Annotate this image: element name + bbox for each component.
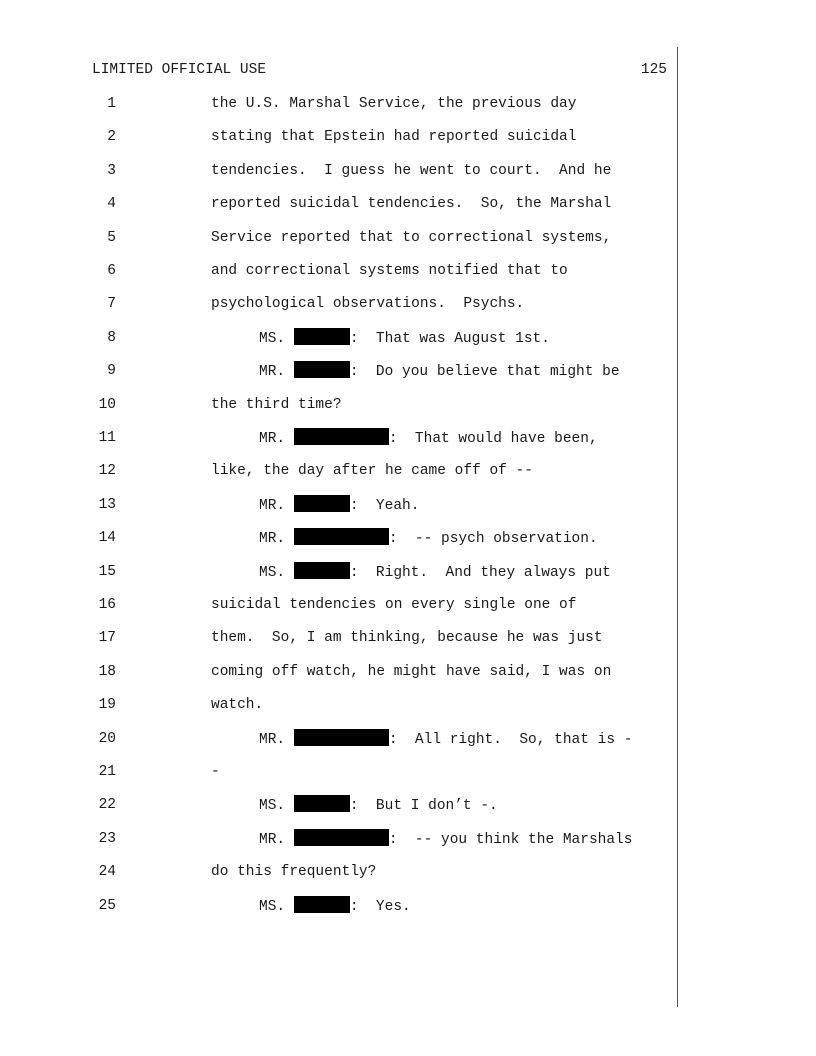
transcript-line bbox=[0, 228, 677, 248]
line-number: 10 bbox=[98, 396, 116, 413]
line-number: 5 bbox=[107, 229, 116, 246]
speaker-label: MS. bbox=[259, 330, 294, 347]
transcript-line bbox=[0, 495, 677, 515]
line-number: 12 bbox=[98, 463, 116, 480]
speaker-label: MR. bbox=[259, 497, 294, 514]
spoken-text: : -- you think the Marshals bbox=[388, 831, 633, 848]
line-number: 14 bbox=[98, 530, 116, 547]
redaction-box bbox=[294, 562, 350, 579]
line-text bbox=[259, 795, 498, 816]
line-number: 20 bbox=[98, 730, 116, 747]
line-text bbox=[211, 294, 524, 314]
line-text bbox=[211, 762, 220, 782]
line-text bbox=[259, 562, 611, 583]
margin-rule bbox=[677, 47, 678, 1007]
transcript-line bbox=[0, 161, 677, 181]
line-number: 23 bbox=[98, 830, 116, 847]
page-number: 125 bbox=[640, 62, 667, 78]
speaker-label: MR. bbox=[259, 731, 294, 748]
transcript-line bbox=[0, 896, 677, 916]
transcript-line bbox=[0, 562, 677, 582]
line-number: 7 bbox=[107, 296, 116, 313]
line-number: 2 bbox=[107, 129, 116, 146]
redaction-box bbox=[294, 829, 389, 846]
spoken-text: Service reported that to correctional systems, bbox=[211, 229, 612, 246]
spoken-text: coming off watch, he might have said, I was on bbox=[211, 663, 612, 680]
transcript-line bbox=[0, 461, 677, 481]
transcript-line bbox=[0, 762, 677, 782]
line-text bbox=[259, 428, 598, 449]
speaker-label: MS. bbox=[259, 898, 294, 915]
line-number: 3 bbox=[107, 162, 116, 179]
line-text bbox=[259, 361, 620, 382]
line-number: 9 bbox=[107, 363, 116, 380]
speaker-label: MR. bbox=[259, 364, 294, 381]
speaker-label: MS. bbox=[259, 798, 294, 815]
line-text bbox=[259, 829, 632, 850]
spoken-text: and correctional systems notified that to bbox=[211, 263, 568, 279]
transcript-line bbox=[0, 628, 677, 648]
redaction-box bbox=[294, 428, 389, 445]
line-text bbox=[211, 662, 611, 682]
redaction-box bbox=[294, 328, 350, 345]
transcript-line bbox=[0, 528, 677, 548]
spoken-text: - bbox=[211, 764, 220, 780]
spoken-text: : Yeah. bbox=[349, 497, 420, 514]
spoken-text: : Right. And they always put bbox=[349, 564, 611, 581]
line-text bbox=[211, 862, 376, 882]
spoken-text: tendencies. I guess he went to court. And he bbox=[211, 162, 612, 179]
transcript-line bbox=[0, 361, 677, 381]
redaction-box bbox=[294, 495, 350, 512]
line-number: 25 bbox=[98, 897, 116, 914]
spoken-text: watch. bbox=[211, 697, 264, 714]
line-number: 6 bbox=[107, 263, 116, 279]
spoken-text: stating that Epstein had reported suicidal bbox=[211, 129, 577, 146]
redaction-box bbox=[294, 361, 350, 378]
line-number: 13 bbox=[98, 496, 116, 513]
spoken-text: : Do you believe that might be bbox=[349, 364, 620, 381]
line-text bbox=[211, 461, 533, 481]
spoken-text: the U.S. Marshal Service, the previous day bbox=[211, 96, 577, 112]
transcript-line bbox=[0, 328, 677, 348]
line-text bbox=[259, 896, 411, 917]
speaker-label: MR. bbox=[259, 831, 294, 848]
line-number: 17 bbox=[98, 630, 116, 647]
line-text bbox=[211, 595, 576, 615]
line-number: 19 bbox=[98, 697, 116, 714]
spoken-text: reported suicidal tendencies. So, the Marshal bbox=[211, 196, 612, 213]
spoken-text: : That would have been, bbox=[388, 431, 598, 447]
spoken-text: them. So, I am thinking, because he was just bbox=[211, 630, 603, 647]
spoken-text: the third time? bbox=[211, 396, 342, 413]
transcript-line bbox=[0, 261, 677, 281]
redaction-box bbox=[294, 795, 350, 812]
transcript-line bbox=[0, 395, 677, 415]
transcript-line bbox=[0, 695, 677, 715]
redaction-box bbox=[294, 729, 389, 746]
transcript-line bbox=[0, 94, 677, 114]
line-number: 18 bbox=[98, 663, 116, 680]
speaker-label: MR. bbox=[259, 531, 294, 548]
spoken-text: : All right. So, that is - bbox=[388, 731, 633, 748]
transcript-line bbox=[0, 428, 677, 448]
line-text bbox=[211, 228, 611, 248]
line-text bbox=[259, 328, 550, 349]
transcript-line bbox=[0, 194, 677, 214]
spoken-text: : Yes. bbox=[349, 898, 411, 915]
redaction-box bbox=[294, 896, 350, 913]
transcript-line bbox=[0, 595, 677, 615]
spoken-text: suicidal tendencies on every single one of bbox=[211, 597, 577, 613]
line-number: 24 bbox=[98, 864, 116, 881]
spoken-text: : That was August 1st. bbox=[349, 330, 550, 347]
line-text bbox=[211, 628, 603, 648]
line-text bbox=[259, 528, 598, 549]
line-number: 16 bbox=[98, 597, 116, 613]
transcript-line bbox=[0, 862, 677, 882]
line-text bbox=[259, 495, 419, 516]
line-text bbox=[211, 94, 576, 114]
line-number: 15 bbox=[98, 563, 116, 580]
line-text bbox=[211, 161, 611, 181]
classification-header: LIMITED OFFICIAL USE bbox=[92, 62, 267, 78]
speaker-label: MR. bbox=[259, 431, 294, 447]
transcript-line bbox=[0, 294, 677, 314]
transcript-line bbox=[0, 729, 677, 749]
line-text bbox=[211, 395, 342, 415]
line-text bbox=[211, 695, 263, 715]
spoken-text: : -- psych observation. bbox=[388, 531, 598, 548]
transcript-line bbox=[0, 795, 677, 815]
spoken-text: like, the day after he came off of -- bbox=[211, 463, 533, 480]
line-text bbox=[211, 127, 576, 147]
spoken-text: psychological observations. Psychs. bbox=[211, 296, 525, 313]
line-number: 8 bbox=[107, 329, 116, 346]
line-number: 1 bbox=[107, 96, 116, 112]
line-number: 21 bbox=[98, 764, 116, 780]
spoken-text: do this frequently? bbox=[211, 864, 377, 881]
transcript-line bbox=[0, 662, 677, 682]
line-text bbox=[211, 194, 611, 214]
line-number: 22 bbox=[98, 797, 116, 814]
line-text bbox=[211, 261, 568, 281]
transcript-line bbox=[0, 829, 677, 849]
line-text bbox=[259, 729, 632, 750]
redaction-box bbox=[294, 528, 389, 545]
line-number: 4 bbox=[107, 196, 116, 213]
spoken-text: : But I don’t -. bbox=[349, 798, 498, 815]
speaker-label: MS. bbox=[259, 564, 294, 581]
transcript-line bbox=[0, 127, 677, 147]
line-number: 11 bbox=[98, 430, 116, 446]
